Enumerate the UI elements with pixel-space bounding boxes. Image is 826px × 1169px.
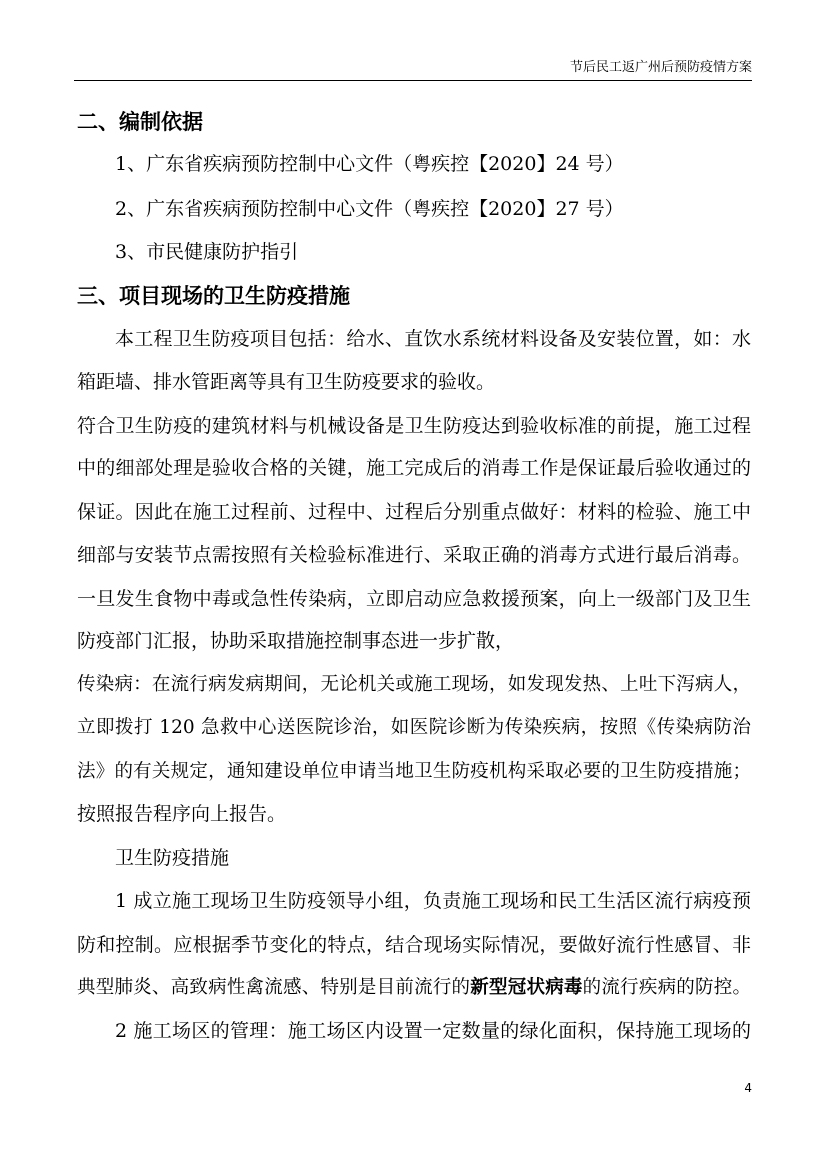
highlight-virus-name: 新型冠状病毒 <box>470 977 583 998</box>
paragraph-line: 传染病：在流行病发病期间，无论机关或施工现场，如发现发热、上吐下泻病人， <box>77 674 751 695</box>
paragraph-line: 保证。因此在施工过程前、过程中、过程后分别重点做好：材料的检验、施工中 <box>77 501 751 523</box>
basis-item-3: 3、市民健康防护指引 <box>115 241 299 263</box>
basis-item-1: 1、广东省疾病预防控制中心文件（粤疾控【2020】24 号） <box>115 153 624 175</box>
paragraph-line: 中的细部处理是验收合格的关键，施工完成后的消毒工作是保证最后验收通过的 <box>77 457 751 479</box>
paragraph-line: 一旦发生食物中毒或急性传染病，立即启动应急救援预案，向上一级部门及卫生 <box>77 588 751 610</box>
measure-1-text-before: 典型肺炎、高致病性禽流感、特别是目前流行的 <box>77 977 471 998</box>
header-title: 节后民工返广州后预防疫情方案 <box>569 60 752 75</box>
measure-2-line: 2 施工场区的管理：施工场区内设置一定数量的绿化面积，保持施工现场的 <box>115 1020 751 1042</box>
section-heading-measures: 三、项目现场的卫生防疫措施 <box>77 283 350 308</box>
paragraph-line: 本工程卫生防疫项目包括：给水、直饮水系统材料设备及安装位置，如：水 <box>115 328 751 350</box>
paragraph-line: 细部与安装节点需按照有关检验标准进行、采取正确的消毒方式进行最后消毒。 <box>77 544 751 566</box>
measure-1-text-after: 的流行疾病的防控。 <box>582 977 751 998</box>
page-number: 4 <box>744 1081 752 1095</box>
paragraph-line: 符合卫生防疫的建筑材料与机械设备是卫生防疫达到验收标准的前提，施工过程 <box>77 415 751 437</box>
subheading-measures: 卫生防疫措施 <box>115 847 230 869</box>
section-heading-basis: 二、编制依据 <box>77 109 203 134</box>
paragraph-line: 按照报告程序向上报告。 <box>77 803 287 825</box>
paragraph-line: 法》的有关规定，通知建设单位申请当地卫生防疫机构采取必要的卫生防疫措施； <box>77 761 751 782</box>
basis-item-2: 2、广东省疾病预防控制中心文件（粤疾控【2020】27 号） <box>115 198 624 220</box>
paragraph-line: 防疫部门汇报，协助采取措施控制事态进一步扩散， <box>77 630 515 652</box>
paragraph-line: 立即拨打 120 急救中心送医院诊治，如医院诊断为传染疾病，按照《传染病防治 <box>77 717 751 738</box>
measure-1-line: 防和控制。应根据季节变化的特点，结合现场实际情况，要做好流行性感冒、非 <box>77 934 751 956</box>
header-divider <box>74 80 752 81</box>
measure-1-line: 1 成立施工现场卫生防疫领导小组，负责施工现场和民工生活区流行病疫预 <box>115 890 751 912</box>
paragraph-line: 箱距墙、排水管距离等具有卫生防疫要求的验收。 <box>77 371 496 393</box>
measure-1-last-line <box>77 973 751 1003</box>
